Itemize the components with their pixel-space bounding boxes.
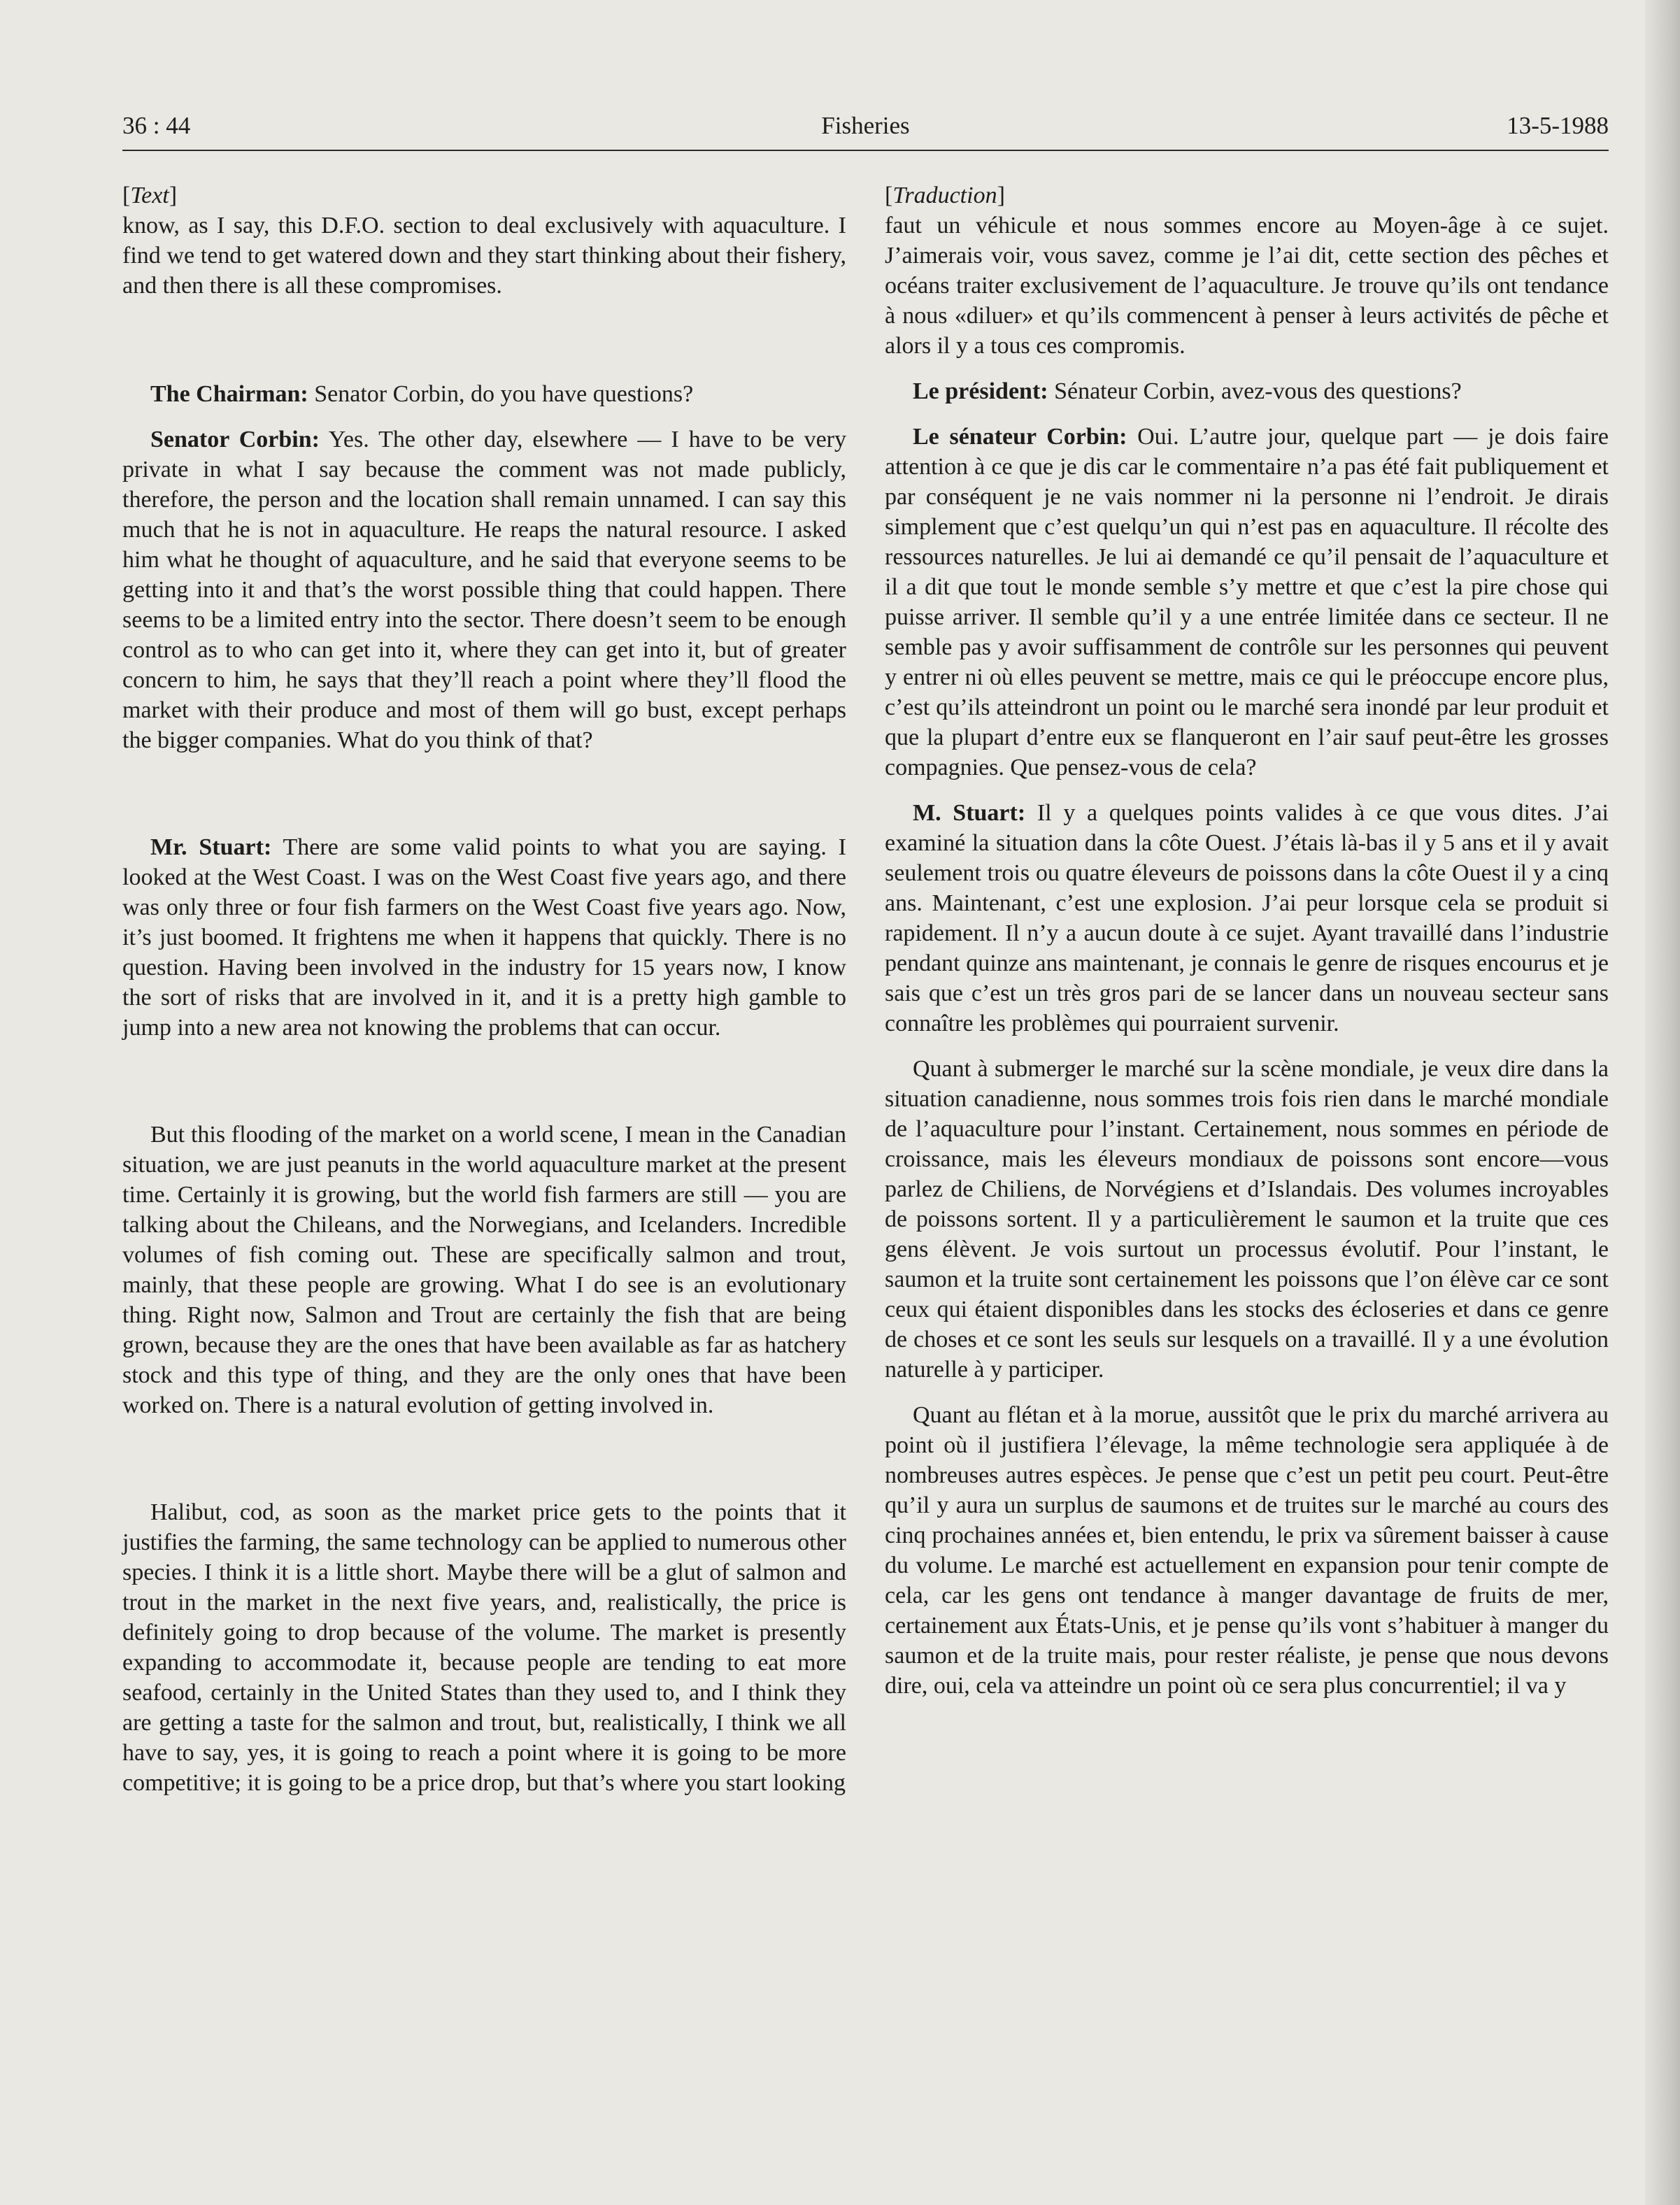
speaker-mr-stuart: Mr. Stuart: — [150, 834, 272, 860]
french-paragraph-2 — [885, 376, 1609, 406]
english-paragraph-4-text: There are some valid points to what you are saying. I looked at the West Coast. I was on the West Coast five years ago, and there was only three or four fish farmers on the West Coast five years ago. Now, it’s just boomed. It frightens me when it happens that quickly. There is no question. Having been involved in the industry for 15 years now, I know the sort of risks that are involved in it, and it is a pretty high gamble to jump into a new area not knowing the problems that can occur. — [122, 834, 847, 1041]
page-date: 13-5-1988 — [1507, 112, 1609, 139]
speaker-le-senateur-corbin: Le sénateur Corbin: — [913, 424, 1127, 450]
english-paragraph-5: But this flooding of the market on a world scene, I mean in the Canadian situation, we are just peanuts in the world aquaculture market at the present time. Certainly it is growing, but the world fish farmers are still — you are talking about the Chileans, and the Norwegians, and Icelanders. Incredible volumes of fish coming out. These are specifically salmon and trout, mainly, that these people are growing. What I do see is an evolutionary thing. Right now, Salmon and Trout are certainly the fish that are being grown, because they are the ones that have been available as far as hatchery stock and this type of thing, and they are the only ones that have been worked on. There is a natural evolution of getting involved in. — [122, 1122, 846, 1418]
running-header — [122, 112, 1609, 147]
speaker-chairman: The Chairman: — [150, 381, 308, 407]
page-title: Fisheries — [821, 112, 910, 139]
french-tag: [Traduction] — [885, 183, 1005, 208]
english-paragraph-2 — [122, 379, 846, 409]
speaker-senator-corbin: Senator Corbin: — [150, 427, 320, 452]
french-paragraph-3 — [885, 422, 1609, 783]
english-tag-label: Text — [130, 183, 169, 208]
english-paragraph-3 — [122, 424, 846, 755]
english-column — [122, 180, 846, 1798]
french-paragraph-3-text: Oui. L’autre jour, quelque part — je dois faire attention à ce que je dis car le commentaire n’a pas été fait publiquement et par conséquent je ne vais nommer ni la personne ni l’endroit. Je dirais simplement que c’est quelqu’un qui n’est pas en aquaculture. Il récolte des ressources naturelles. Je lui ai demandé ce qu’il pensait de l’aquaculture et il a dit que tout le monde semble s’y mettre et que c’est la pire chose qui puisse arriver. Il semble qu’il y a une entrée limitée dans ce secteur. Il ne semble pas y avoir suffisamment de contrôle sur les personnes qui peuvent y entrer ni où elles peuvent se mettre, mais ce qui le préoccupe encore plus, c’est qu’ils atteindront un point ou le marché sera inondé par leur produit et que la plupart d’entre eux se flanqueront en l’air sauf peut-être les grosses compagnies. Que pensez-vous de cela? — [885, 424, 1609, 780]
english-tag: [Text] — [122, 183, 178, 208]
speaker-m-stuart: M. Stuart: — [913, 800, 1026, 826]
french-tag-label: Traduction — [892, 183, 997, 208]
english-paragraph-3-text: Yes. The other day, elsewhere — I have to be very private in what I say because the comment was not made publicly, therefore, the person and the location shall remain unnamed. I can say this much that he is not in aquaculture. He reaps the natural resource. I asked him what he thought of aquaculture, and he said that everyone seems to be getting into it and that’s the worst possible thing that could happen. There seems to be a limited entry into the sector. There doesn’t seem to be enough control as to who can get into it, where they can get into it, but of greater concern to him, he says that they’ll reach a point where they’ll flood the market with their produce and most of them will go bust, except perhaps the bigger companies. What do you think of that? — [122, 427, 846, 753]
french-paragraph-2-text: Sénateur Corbin, avez-vous des questions? — [1048, 378, 1462, 404]
english-paragraph-1: know, as I say, this D.F.O. section to deal exclusively with aquaculture. I find we tend to get watered down and they start thinking about their fishery, and then there is all these compromises. — [122, 213, 846, 299]
french-paragraph-1: faut un véhicule et nous sommes encore au Moyen-âge à ce sujet. J’aimerais voir, vous savez, comme je l’ai dit, cette section des pêches et océans traiter exclusivement de l’aquaculture. Je trouve qu’ils ont tendance à nous «diluer» et qu’ils commencent à penser à leurs activités de pêche et alors il y a tous ces compromis. — [885, 213, 1609, 359]
english-paragraph-4 — [122, 832, 846, 1043]
french-paragraph-5: Quant à submerger le marché sur la scène mondiale, je veux dire dans la situation canadienne, nous sommes trois fois rien dans le marché mondiale de l’aquaculture pour l’instant. Certainement, nous sommes en période de croissance, mais les éleveurs mondiaux de poissons sont encore—vous parlez de Chiliens, de Norvégiens et d’Islandais. Des volumes incroyables de poissons sortent. Il y a particulièrement le saumon et la truite que ces gens élèvent. Je vois surtout un processus évolutif. Pour l’instant, le saumon et la truite sont certainement les poissons que l’on élève car ce sont ceux qui étaient disponibles dans les stocks des écloseries et dans ce genre de choses et ce sont les seuls sur lesquels on a travaillé. Il y a une évolution naturelle à y participer. — [885, 1056, 1609, 1383]
french-paragraph-4 — [885, 798, 1609, 1039]
speaker-le-president: Le président: — [913, 378, 1048, 404]
french-paragraph-6: Quant au flétan et à la morue, aussitôt que le prix du marché arrivera au point où il justifiera l’élevage, la même technologie sera appliquée à de nombreuses autres espèces. Je pense que c’est un petit peu court. Peut-être qu’il y aura un surplus de saumons et de truites sur le marché au cours des cinq prochaines années et, bien entendu, le prix va sûrement baisser à cause du volume. Le marché est actuellement en expansion pour tenir compte de cela, car les gens ont tendance à manger davantage de fruits de mer, certainement aux États-Unis, et je pense qu’ils vont s’habituer à manger du saumon et de la truite mais, pour rester réaliste, je pense que nous devons dire, oui, cela va atteindre un point où ce sera plus concurrentiel; il va y — [885, 1402, 1609, 1699]
page-number: 36 : 44 — [122, 112, 191, 139]
english-paragraph-6: Halibut, cod, as soon as the market price gets to the points that it justifies the farming, the same technology can be applied to numerous other species. I think it is a little short. Maybe there will be a glut of salmon and trout in the market in the next five years, and, realistically, the price is definitely going to drop because of the volume. The market is presently expanding to accommodate it, because people are tending to eat more seafood, certainly in the United States than they used to, and I think they are getting a taste for the salmon and trout, but, realistically, I think we all have to say, yes, it is going to reach a point where it is going to be more competitive; it is going to be a price drop, but that’s where you start looking — [122, 1499, 846, 1796]
french-paragraph-4-text: Il y a quelques points valides à ce que vous dites. J’ai examiné la situation dans la côte Ouest. J’étais là-bas il y 5 ans et il y avait seulement trois ou quatre éleveurs de poissons dans la côte Ouest il y a cinq ans. Maintenant, c’est une explosion. J’ai peur lorsque cela se produit si rapidement. Il n’y a aucun doute à ce sujet. Ayant travaillé dans l’industrie pendant quinze ans maintenant, je connais le genre de risques encourus et je sais que c’est un très gros pari de se lancer dans un nouveau secteur sans connaître les problèmes qui pourraient survenir. — [885, 800, 1609, 1036]
english-paragraph-2-text: Senator Corbin, do you have questions? — [308, 381, 694, 407]
header-rule — [122, 150, 1609, 151]
french-column — [885, 180, 1609, 1701]
page-edge-shadow — [1645, 0, 1680, 2205]
